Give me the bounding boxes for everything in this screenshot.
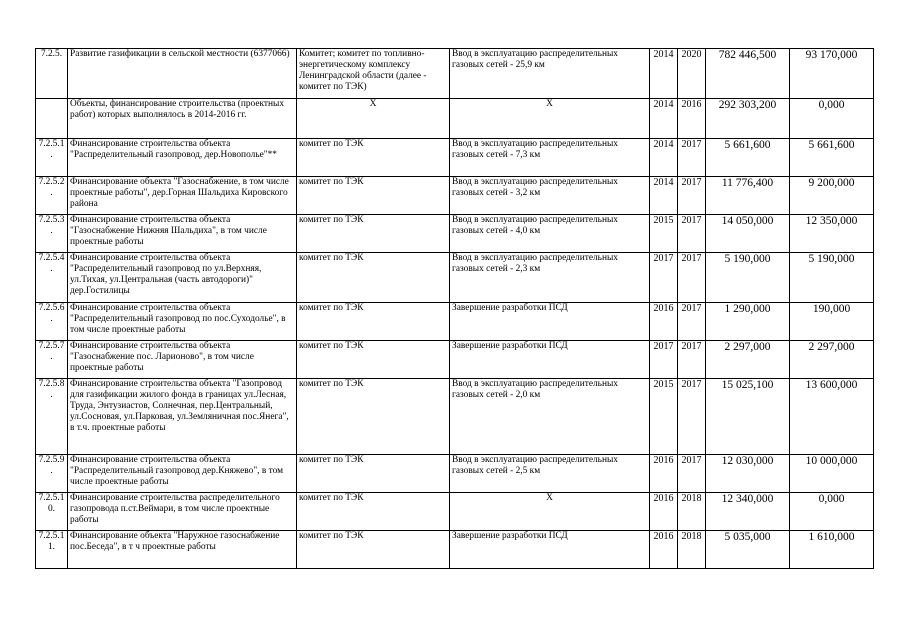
row-number: 7.2.5. [36, 49, 68, 99]
table-row [36, 139, 874, 177]
start-year: 2014 [650, 49, 678, 99]
activity-name: Финансирование строительства объекта "Распределительный газопровод дер.Княжево", в том числе проектные работы [68, 455, 297, 493]
amount-current: 5 190,000 [790, 253, 874, 303]
table-row [36, 455, 874, 493]
activity-name: Финансирование строительства объекта "Распределительный газопровод по пос.Суходолье", в том числе проектные работы [68, 303, 297, 341]
amount-current: 5 661,600 [790, 139, 874, 177]
row-number: 7.2.5.9. [36, 455, 68, 493]
table-row [36, 341, 874, 379]
expected-result: Ввод в эксплуатацию распределительных газовых сетей - 4,0 км [450, 215, 650, 253]
start-year: 2016 [650, 303, 678, 341]
amount-current: 0,000 [790, 493, 874, 531]
table-row [36, 99, 874, 139]
program-activities-table [35, 48, 874, 569]
table-row [36, 531, 874, 569]
activity-name: Финансирование строительства объекта "Газопровод для газификации жилого фонда в границах ул.Лесная, Труда, Энтузиастов, Солнечная, пер.Центральный, ул.Сосновая, ул.Парковая, ул.Земляничная пос.Янега", в т.ч. проектные работы [68, 379, 297, 455]
row-number: 7.2.5.4. [36, 253, 68, 303]
expected-result: Завершение разработки ПСД [450, 531, 650, 569]
amount-total: 11 776,400 [706, 177, 790, 215]
start-year: 2014 [650, 99, 678, 139]
end-year: 2017 [678, 253, 706, 303]
amount-current: 93 170,000 [790, 49, 874, 99]
row-number: 7.2.5.1. [36, 139, 68, 177]
end-year: 2017 [678, 455, 706, 493]
start-year: 2017 [650, 253, 678, 303]
expected-result: Завершение разработки ПСД [450, 341, 650, 379]
end-year: 2018 [678, 493, 706, 531]
executor: комитет по ТЭК [297, 379, 450, 455]
executor: комитет по ТЭК [297, 253, 450, 303]
activity-name: Финансирование строительства объекта "Газоснабжение пос. Ларионово", в том числе проектные работы [68, 341, 297, 379]
activity-name: Финансирование строительства объекта "Распределительный газопровод по ул.Верхняя, ул.Тихая, ул.Центральная (часть автодороги)" дер.Гостилицы [68, 253, 297, 303]
activity-name: Финансирование объекта "Наружное газоснабжение пос.Беседа", в т ч проектные работы [68, 531, 297, 569]
row-number [36, 99, 68, 139]
end-year: 2017 [678, 215, 706, 253]
expected-result: Х [450, 99, 650, 139]
start-year: 2015 [650, 215, 678, 253]
amount-total: 5 035,000 [706, 531, 790, 569]
expected-result: Ввод в эксплуатацию распределительных газовых сетей - 3,2 км [450, 177, 650, 215]
expected-result: Ввод в эксплуатацию распределительных газовых сетей - 25,9 км [450, 49, 650, 99]
row-number: 7.2.5.11. [36, 531, 68, 569]
executor: комитет по ТЭК [297, 139, 450, 177]
row-number: 7.2.5.10. [36, 493, 68, 531]
start-year: 2016 [650, 531, 678, 569]
amount-total: 12 030,000 [706, 455, 790, 493]
start-year: 2016 [650, 493, 678, 531]
start-year: 2015 [650, 379, 678, 455]
amount-total: 2 297,000 [706, 341, 790, 379]
executor: комитет по ТЭК [297, 341, 450, 379]
table-row [36, 215, 874, 253]
amount-current: 2 297,000 [790, 341, 874, 379]
amount-current: 190,000 [790, 303, 874, 341]
activity-name: Развитие газификации в сельской местности (6377066) [68, 49, 297, 99]
expected-result: Ввод в эксплуатацию распределительных газовых сетей - 2,3 км [450, 253, 650, 303]
amount-total: 5 661,600 [706, 139, 790, 177]
row-number: 7.2.5.8. [36, 379, 68, 455]
executor: Х [297, 99, 450, 139]
end-year: 2017 [678, 341, 706, 379]
expected-result: Ввод в эксплуатацию распределительных газовых сетей - 2,0 км [450, 379, 650, 455]
executor: комитет по ТЭК [297, 493, 450, 531]
end-year: 2017 [678, 139, 706, 177]
executor: комитет по ТЭК [297, 215, 450, 253]
table-row [36, 177, 874, 215]
end-year: 2020 [678, 49, 706, 99]
amount-current: 1 610,000 [790, 531, 874, 569]
start-year: 2014 [650, 139, 678, 177]
amount-total: 1 290,000 [706, 303, 790, 341]
expected-result: Ввод в эксплуатацию распределительных газовых сетей - 2,5 км [450, 455, 650, 493]
expected-result: Ввод в эксплуатацию распределительных газовых сетей - 7,3 км [450, 139, 650, 177]
table-row [36, 493, 874, 531]
table-row [36, 253, 874, 303]
table-row [36, 49, 874, 99]
table-row [36, 303, 874, 341]
amount-current: 13 600,000 [790, 379, 874, 455]
end-year: 2017 [678, 379, 706, 455]
executor: комитет по ТЭК [297, 177, 450, 215]
amount-current: 12 350,000 [790, 215, 874, 253]
amount-total: 15 025,100 [706, 379, 790, 455]
row-number: 7.2.5.3. [36, 215, 68, 253]
amount-total: 782 446,500 [706, 49, 790, 99]
row-number: 7.2.5.7. [36, 341, 68, 379]
amount-current: 9 200,000 [790, 177, 874, 215]
table-row [36, 379, 874, 455]
activity-name: Объекты, финансирование строительства (проектных работ) которых выполнялось в 2014-2016 гг. [68, 99, 297, 139]
row-number: 7.2.5.6. [36, 303, 68, 341]
activity-name: Финансирование объекта "Газоснабжение, в том числе проектные работы", дер.Горная Шальдиха Кировского района [68, 177, 297, 215]
amount-current: 0,000 [790, 99, 874, 139]
start-year: 2016 [650, 455, 678, 493]
amount-current: 10 000,000 [790, 455, 874, 493]
activity-name: Финансирование строительства распределительного газопровода п.ст.Веймари, в том числе проектные работы [68, 493, 297, 531]
amount-total: 12 340,000 [706, 493, 790, 531]
amount-total: 292 303,200 [706, 99, 790, 139]
start-year: 2014 [650, 177, 678, 215]
end-year: 2016 [678, 99, 706, 139]
executor: комитет по ТЭК [297, 455, 450, 493]
row-number: 7.2.5.2. [36, 177, 68, 215]
executor: Комитет; комитет по топливно-энергетическому комплексу Ленинградской области (далее - комитет по ТЭК) [297, 49, 450, 99]
expected-result: Завершение разработки ПСД [450, 303, 650, 341]
executor: комитет по ТЭК [297, 531, 450, 569]
end-year: 2017 [678, 177, 706, 215]
executor: комитет по ТЭК [297, 303, 450, 341]
expected-result: Х [450, 493, 650, 531]
activity-name: Финансирование строительства объекта "Газоснабжение Нижняя Шальдиха", в том числе проектные работы [68, 215, 297, 253]
end-year: 2018 [678, 531, 706, 569]
start-year: 2017 [650, 341, 678, 379]
activity-name: Финансирование строительства объекта "Распределительный газопровод, дер.Новополье"** [68, 139, 297, 177]
end-year: 2017 [678, 303, 706, 341]
amount-total: 5 190,000 [706, 253, 790, 303]
amount-total: 14 050,000 [706, 215, 790, 253]
